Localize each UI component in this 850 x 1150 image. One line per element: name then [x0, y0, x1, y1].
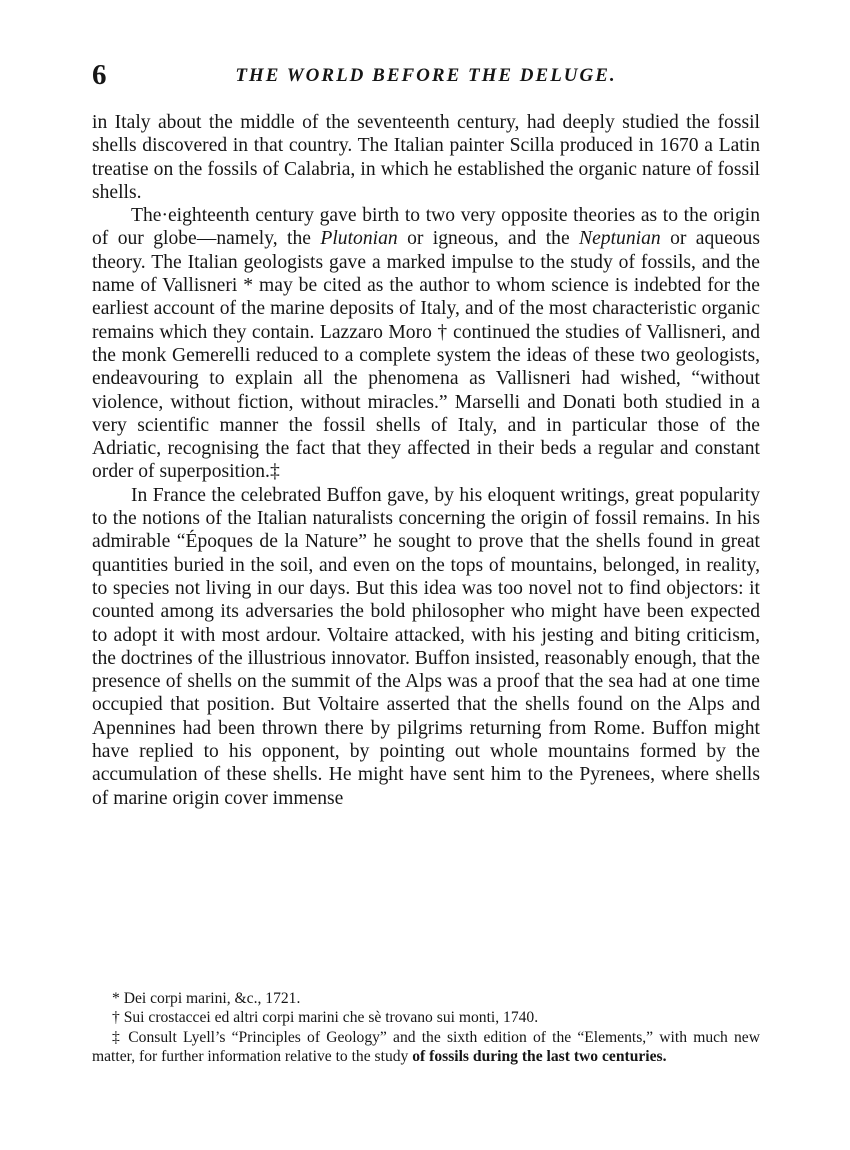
page-number: 6 — [92, 59, 107, 91]
footnotes — [92, 989, 760, 1067]
paragraph-text: or aqueous theory. The Italian geologists gave a marked impulse to the study of fossils, and the name of Vallisneri * may be cited as the author to whom science is indebted for the earliest account of the marine deposits of Italy, and of the most characteristic organic remains which they contain. Lazzaro Moro † continued the studies of Vallisneri, and the monk Gemerelli reduced to a complete system the ideas of these two geologists, endeavouring to explain all the phenomena as Vallisneri had wished, “without violence, without fiction, without miracles.” Marselli and Donati both studied in a very scientific manner the fossil shells of Italy, and in particular those of the Adriatic, recognising the fact that they affected in their beds a regular and constant order of superposition.‡ — [92, 228, 760, 483]
footnote-1: * Dei corpi marini, &c., 1721. — [112, 990, 301, 1007]
running-head: THE WORLD BEFORE THE DELUGE. — [235, 65, 617, 86]
italic-term-plutonian: Plutonian — [320, 228, 398, 250]
page-header — [92, 58, 760, 92]
paragraph-eighteenth-century — [92, 204, 760, 484]
footnote-text-bold: of fossils during the last two centuries. — [412, 1048, 667, 1066]
footnote-2: † Sui crostaccei ed altri corpi marini che sè trovano sui monti, 1740. — [112, 1009, 539, 1027]
footnote-3 — [92, 1028, 760, 1067]
paragraph-text: The·eighteenth century gave birth to two very opposite theories as to the origin of our globe—namely, the — [92, 205, 760, 250]
paragraph-buffon: In France the celebrated Buffon gave, by his eloquent writings, great popularity to the notions of the Italian naturalists concerning the origin of fossil remains. In his admirable “Époques de la Nature” he sought to prove that the shells found in great quantities buried in the soil, and even on the tops of mountains, belonged, in reality, to species not living in our days. But this idea was too novel not to find objectors: it counted among its adversaries the bold philosopher who might have been expected to adopt it with most ardour. Voltaire attacked, with his jesting and biting criticism, the doctrines of the illustrious innovator. Buffon insisted, reasonably enough, that the presence of shells on the summit of the Alps was a proof that the sea had at one time occupied that position. But Voltaire asserted that the shells found on the Alps and Apennines had been thrown there by pilgrims returning from Rome. Buffon might have replied to his opponent, by pointing out whole mountains formed by the accumulation of these shells. He might have sent him to the Pyrenees, where shells of marine origin cover immense — [92, 484, 760, 809]
italic-term-neptunian: Neptunian — [579, 228, 661, 250]
footnote-text: ‡ Consult Lyell’s “Principles of Geology” and the sixth edition of the “Elements,” with much new matter, for further information relative to the study — [92, 1028, 760, 1066]
paragraph-text: or igneous, and the — [397, 228, 580, 250]
paragraph-continuation: in Italy about the middle of the seventeenth century, had deeply studied the fossil shells discovered in that country. The Italian painter Scilla produced in 1670 a Latin treatise on the fossils of Calabria, in which he established the organic nature of fossil shells. — [92, 112, 760, 203]
body-text — [92, 111, 760, 810]
